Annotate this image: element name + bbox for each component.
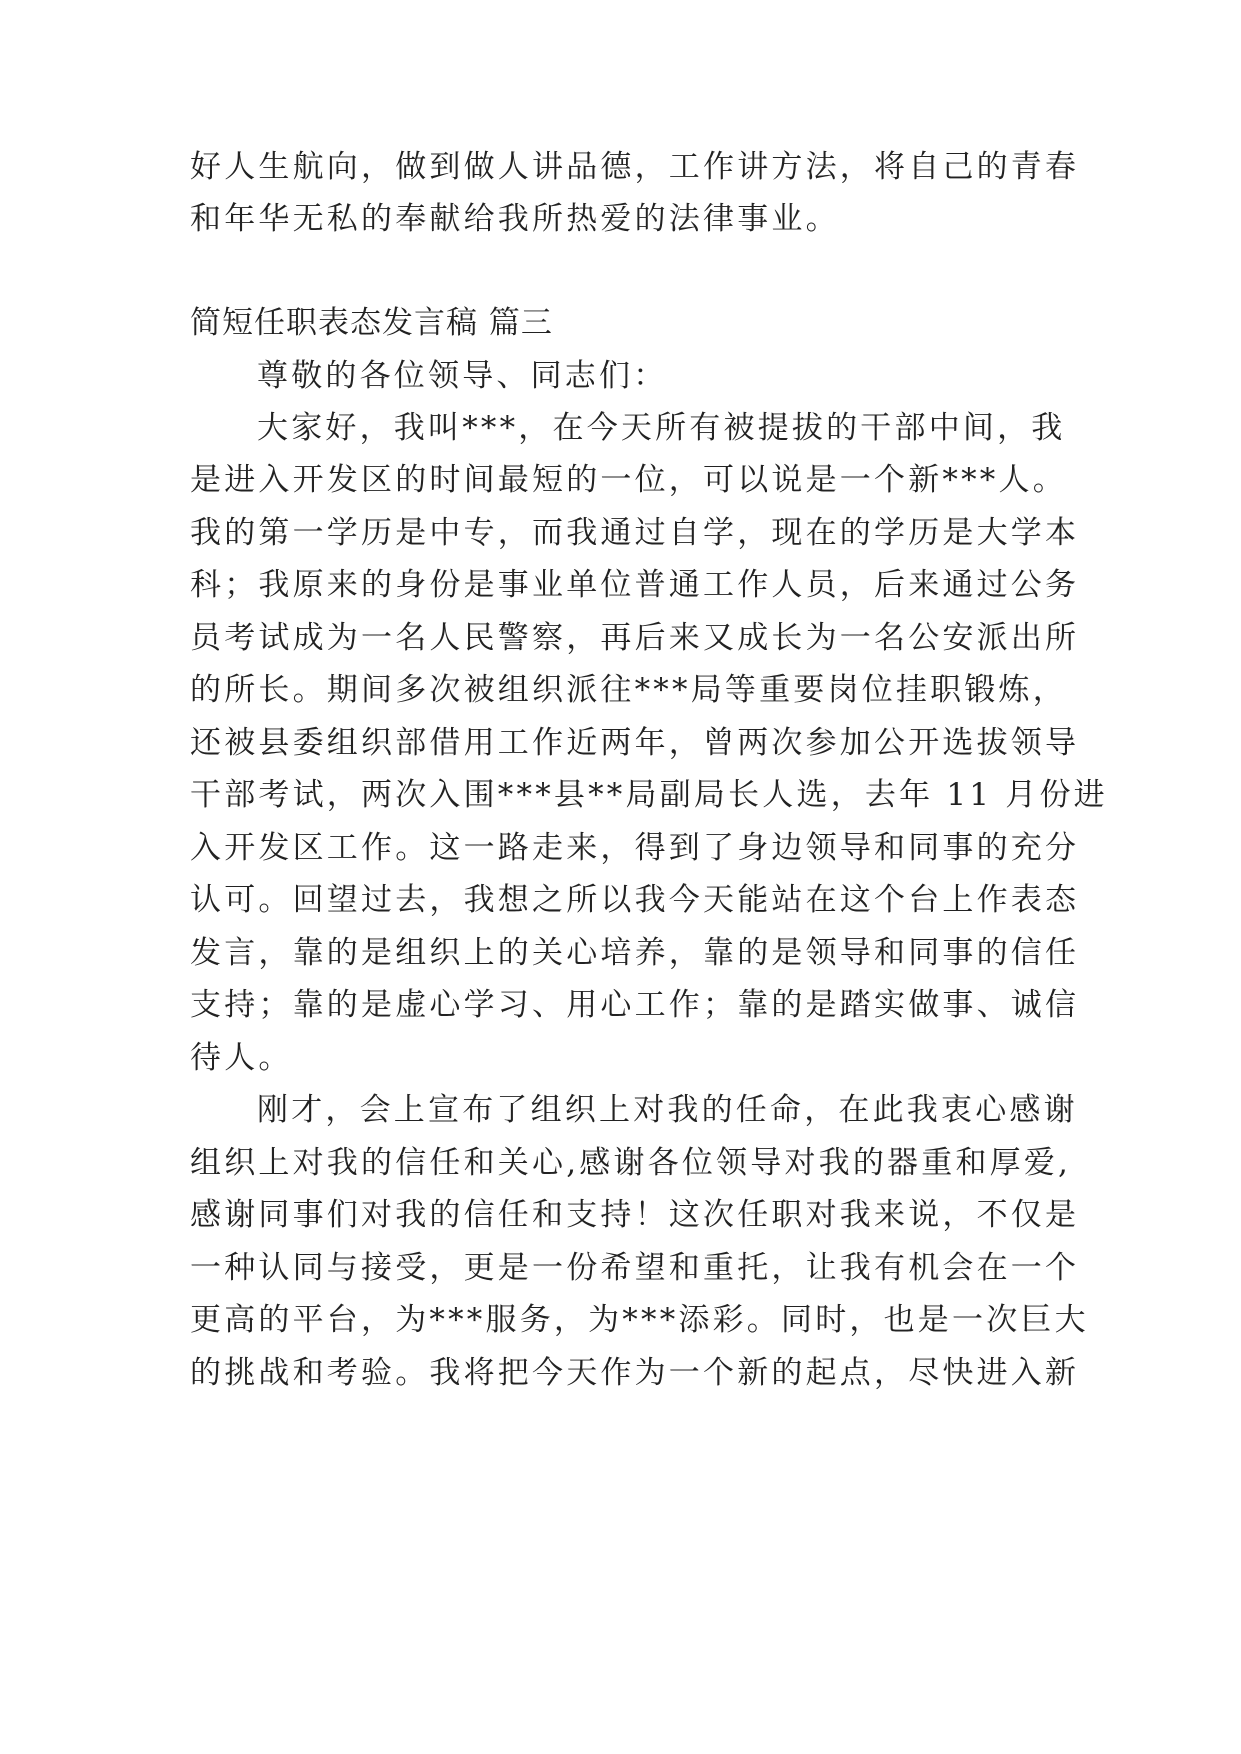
salutation: 尊敬的各位领导、同志们： [257,358,668,394]
section-title: 简短任职表态发言稿 篇三 [190,305,553,341]
paragraph-1-line-4: 科；我原来的身份是事业单位普通工作人员，后来通过公务 [190,567,1080,603]
paragraph-1-line-11: 发言，靠的是组织上的关心培养，靠的是领导和同事的信任 [190,935,1080,971]
paragraph-2-line-2: 组织上对我的信任和关心,感谢各位领导对我的器重和厚爱, [190,1145,1072,1181]
continuation-line-1: 好人生航向，做到做人讲品德，工作讲方法，将自己的青春 [190,149,1080,185]
paragraph-1-line-2: 是进入开发区的时间最短的一位，可以说是一个新***人。 [190,462,1067,498]
paragraph-1-line-6: 的所长。期间多次被组织派往***局等重要岗位挂职锻炼， [190,672,1067,708]
paragraph-1-line-10: 认可。回望过去，我想之所以我今天能站在这个台上作表态 [190,882,1080,918]
paragraph-2-line-6: 的挑战和考验。我将把今天作为一个新的起点，尽快进入新 [190,1355,1080,1391]
paragraph-1-line-3: 我的第一学历是中专，而我通过自学，现在的学历是大学本 [190,515,1080,551]
paragraph-1-line-7: 还被县委组织部借用工作近两年，曾两次参加公开选拔领导 [190,725,1080,761]
paragraph-2-line-1: 刚才，会上宣布了组织上对我的任命，在此我衷心感谢 [257,1092,1078,1128]
paragraph-2-line-5: 更高的平台，为***服务，为***添彩。同时，也是一次巨大 [190,1302,1089,1338]
paragraph-1-line-8: 干部考试，两次入围***县**局副局长人选，去年 11 月份进 [190,777,1108,813]
paragraph-1-line-1: 大家好，我叫***，在今天所有被提拔的干部中间，我 [257,410,1066,446]
paragraph-2-line-3: 感谢同事们对我的信任和支持！这次任职对我来说，不仅是 [190,1197,1080,1233]
paragraph-1-line-9: 入开发区工作。这一路走来，得到了身边领导和同事的充分 [190,830,1080,866]
paragraph-2-line-4: 一种认同与接受，更是一份希望和重托，让我有机会在一个 [190,1250,1080,1286]
continuation-line-2: 和年华无私的奉献给我所热爱的法律事业。 [190,201,840,237]
paragraph-1-line-12: 支持；靠的是虚心学习、用心工作；靠的是踏实做事、诚信 [190,987,1080,1023]
paragraph-1-line-5: 员考试成为一名人民警察，再后来又成长为一名公安派出所 [190,620,1080,656]
paragraph-1-line-13: 待人。 [190,1040,293,1076]
